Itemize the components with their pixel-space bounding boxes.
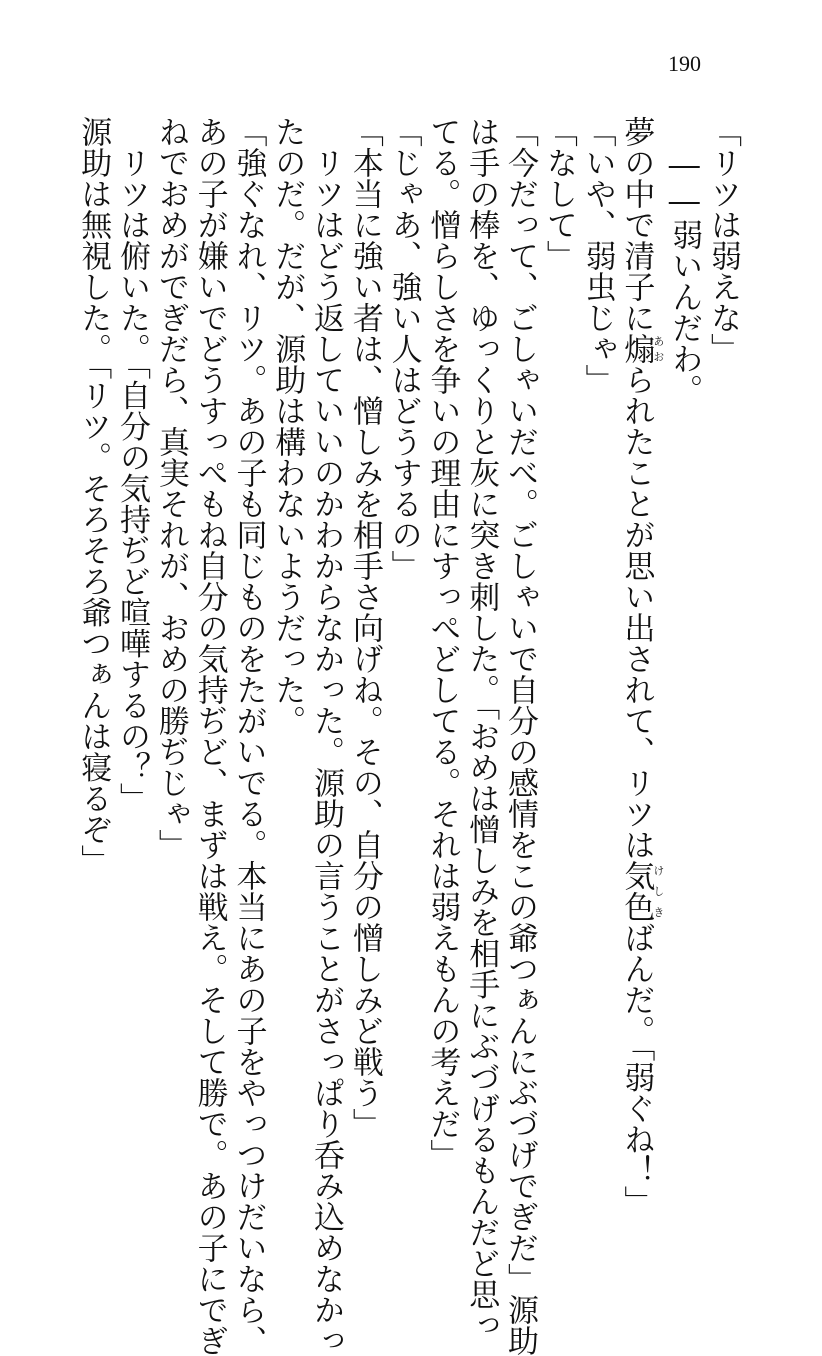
text-segment: ばんだ。「弱ぐね！」 xyxy=(618,922,655,1217)
ruby-base: 煽 xyxy=(618,333,655,364)
text-line-14: あの子が嫌いでどうすっぺもね自分の気持ぢど、まずは戦え。そして勝で。あの子にでぎ xyxy=(191,116,228,1356)
ruby-base: 気色 xyxy=(618,860,655,922)
text-line-4: 「いや、弱虫じゃ」 xyxy=(579,116,616,395)
text-line-17: 源助は無視した。「リツ。そろそろ爺つぁんは寝るぞ」 xyxy=(75,116,112,876)
text-line-10: 「本当に強い者は、憎しみを相手さ向げね。その、自分の憎しみど戦う」 xyxy=(346,116,383,1139)
text-line-2: ――弱いんだわ。 xyxy=(666,147,703,405)
ruby-annotation xyxy=(618,333,665,364)
ruby-reading: あお xyxy=(651,333,665,364)
text-line-16: リツは俯いた。「自分の気持ぢど喧嘩するの？」 xyxy=(114,147,151,814)
text-line-3 xyxy=(617,116,665,1217)
text-segment: られたことが思い出されて、リツは xyxy=(618,364,655,860)
text-line-12: たのだ。だが、源助は構わないようだった。 xyxy=(269,116,306,736)
page-number: 190 xyxy=(668,51,701,76)
text-line-15: ねでおめがでぎだら、真実それが、おめの勝ぢじゃ」 xyxy=(152,116,189,860)
vertical-body-text xyxy=(75,116,742,1356)
text-line-9: 「じゃあ、強い人はどうするの」 xyxy=(385,116,422,581)
text-line-5: 「なして」 xyxy=(540,116,577,271)
text-segment: 夢の中で清子に xyxy=(618,116,655,333)
text-line-6: 「今だって、ごしゃいだべ。ごしゃいで自分の感情をこの爺つぁんにぶづげでぎだ」源助 xyxy=(502,116,539,1356)
text-line-13: 「強ぐなれ、リツ。あの子も同じものをたがいでる。本当にあの子をやっつけだいなら、 xyxy=(230,116,267,1356)
text-line-1: 「リツは弱えな」 xyxy=(705,116,741,364)
ruby-reading: けしき xyxy=(651,860,665,922)
text-line-7: は手の棒を、ゆっくりと灰に突き刺した。「おめは憎しみを相手にぶづげるもんだど思っ xyxy=(463,116,500,1341)
text-line-8: てる。憎らしさを争いの理由にすっぺどしてる。それは弱えもんの考えだ」 xyxy=(424,116,461,1170)
text-line-11: リツはどう返していいのかわからなかった。源助の言うことがさっぱり呑み込めなかっ xyxy=(308,147,345,1356)
ruby-annotation xyxy=(618,860,665,922)
